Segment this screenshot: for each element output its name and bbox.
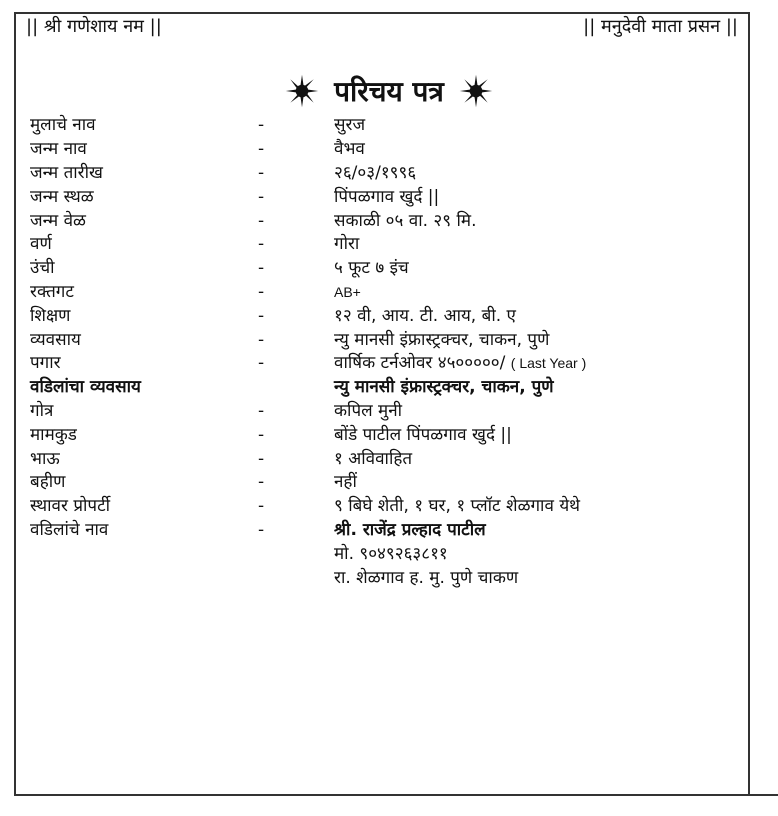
income-value: वार्षिक टर्नओवर ४५०००००/	[334, 353, 506, 374]
row-dash: -	[258, 400, 265, 421]
row-father-occupation	[30, 376, 730, 400]
row-value	[334, 355, 730, 372]
row-dash: -	[258, 472, 265, 493]
row-label: पगार	[30, 353, 61, 374]
sun-icon	[458, 73, 494, 109]
row-value: सुरज	[334, 115, 366, 136]
sun-icon	[284, 73, 320, 109]
row-label: गोत्र	[30, 400, 54, 421]
row-property	[30, 495, 730, 519]
row-label: बहीण	[30, 472, 66, 493]
row-value: २६/०३/१९९६	[334, 162, 417, 183]
row-label: वडिलांचा व्यवसाय	[30, 377, 141, 398]
header-right: || मनुदेवी माता प्रसन ||	[583, 16, 738, 37]
row-label: उंची	[30, 258, 55, 279]
row-mobile	[30, 542, 730, 566]
row-dash: -	[258, 139, 265, 160]
row-value: ५ फूट ७ इंच	[334, 258, 409, 279]
income-note: ( Last Year )	[510, 355, 587, 372]
row-dash: -	[258, 424, 265, 445]
row-value: १२ वी, आय. टी. आय, बी. ए	[334, 305, 516, 326]
row-father-name	[30, 519, 730, 543]
row-label: स्थावर प्रोपर्टी	[30, 496, 111, 517]
row-label: वर्ण	[30, 234, 52, 255]
row-dash: -	[258, 186, 265, 207]
row-dash: -	[258, 210, 265, 231]
row-dash: -	[258, 305, 265, 326]
row-birth-name	[30, 138, 730, 162]
row-height	[30, 257, 730, 281]
row-label: जन्म तारीख	[30, 162, 103, 183]
row-dash: -	[258, 162, 265, 183]
row-label: जन्म वेळ	[30, 210, 86, 231]
row-value: सकाळी ०५ वा. २९ मि.	[334, 210, 477, 231]
row-brother	[30, 447, 730, 471]
row-dash: -	[258, 258, 265, 279]
row-value: न्यु मानसी इंफ्रास्ट्रक्चर, चाकन, पुणे	[334, 377, 554, 398]
row-dash: -	[258, 329, 265, 350]
title-block	[0, 72, 778, 113]
row-value: रा. शेळगाव ह. मु. पुणे चाकण	[334, 567, 519, 588]
row-sister	[30, 471, 730, 495]
biodata-list	[30, 114, 730, 590]
row-name	[30, 114, 730, 138]
row-label: जन्म नाव	[30, 139, 87, 160]
row-value: गोरा	[334, 234, 360, 255]
row-label: शिक्षण	[30, 305, 71, 326]
row-value: बोंडे पाटील पिंपळगाव खुर्द ||	[334, 424, 512, 445]
row-value: AB+	[334, 284, 361, 301]
row-dash: -	[258, 353, 265, 374]
row-birth-date	[30, 162, 730, 186]
row-value: ९ बिघे शेती, १ घर, १ प्लॉट शेळगाव येथे	[334, 496, 581, 517]
row-dash: -	[258, 234, 265, 255]
row-label: वडिलांचे नाव	[30, 519, 109, 540]
row-label: मुलाचे नाव	[30, 115, 96, 136]
row-occupation	[30, 328, 730, 352]
row-birth-place	[30, 185, 730, 209]
row-value: श्री. राजेंद्र प्रल्हाद पाटील	[334, 519, 486, 540]
row-mamkul	[30, 423, 730, 447]
row-complexion	[30, 233, 730, 257]
header-left: || श्री गणेशाय नम ||	[26, 16, 162, 37]
row-address	[30, 566, 730, 590]
page-title: परिचय पत्र	[334, 75, 444, 108]
row-value: न्यु मानसी इंफ्रास्ट्रक्चर, चाकन, पुणे	[334, 329, 550, 350]
row-income	[30, 352, 730, 376]
row-dash: -	[258, 281, 265, 302]
row-dash: -	[258, 496, 265, 517]
row-label: मामकुड	[30, 424, 77, 445]
row-dash: -	[258, 115, 265, 136]
row-birth-time	[30, 209, 730, 233]
row-label: व्यवसाय	[30, 329, 81, 350]
border-line	[750, 794, 778, 796]
row-value: कपिल मुनी	[334, 400, 403, 421]
row-value: पिंपळगाव खुर्द ||	[334, 186, 440, 207]
row-education	[30, 304, 730, 328]
row-gotra	[30, 400, 730, 424]
row-value: नहीं	[334, 472, 357, 493]
row-blood-group	[30, 281, 730, 305]
row-value: १ अविवाहित	[334, 448, 413, 469]
row-value: मो. ९०४९२६३८११	[334, 543, 448, 564]
row-dash: -	[258, 448, 265, 469]
row-value: वैभव	[334, 139, 365, 160]
row-label: जन्म स्थळ	[30, 186, 94, 207]
row-label: रक्तगट	[30, 281, 74, 302]
row-label: भाऊ	[30, 448, 60, 469]
row-dash: -	[258, 519, 265, 540]
